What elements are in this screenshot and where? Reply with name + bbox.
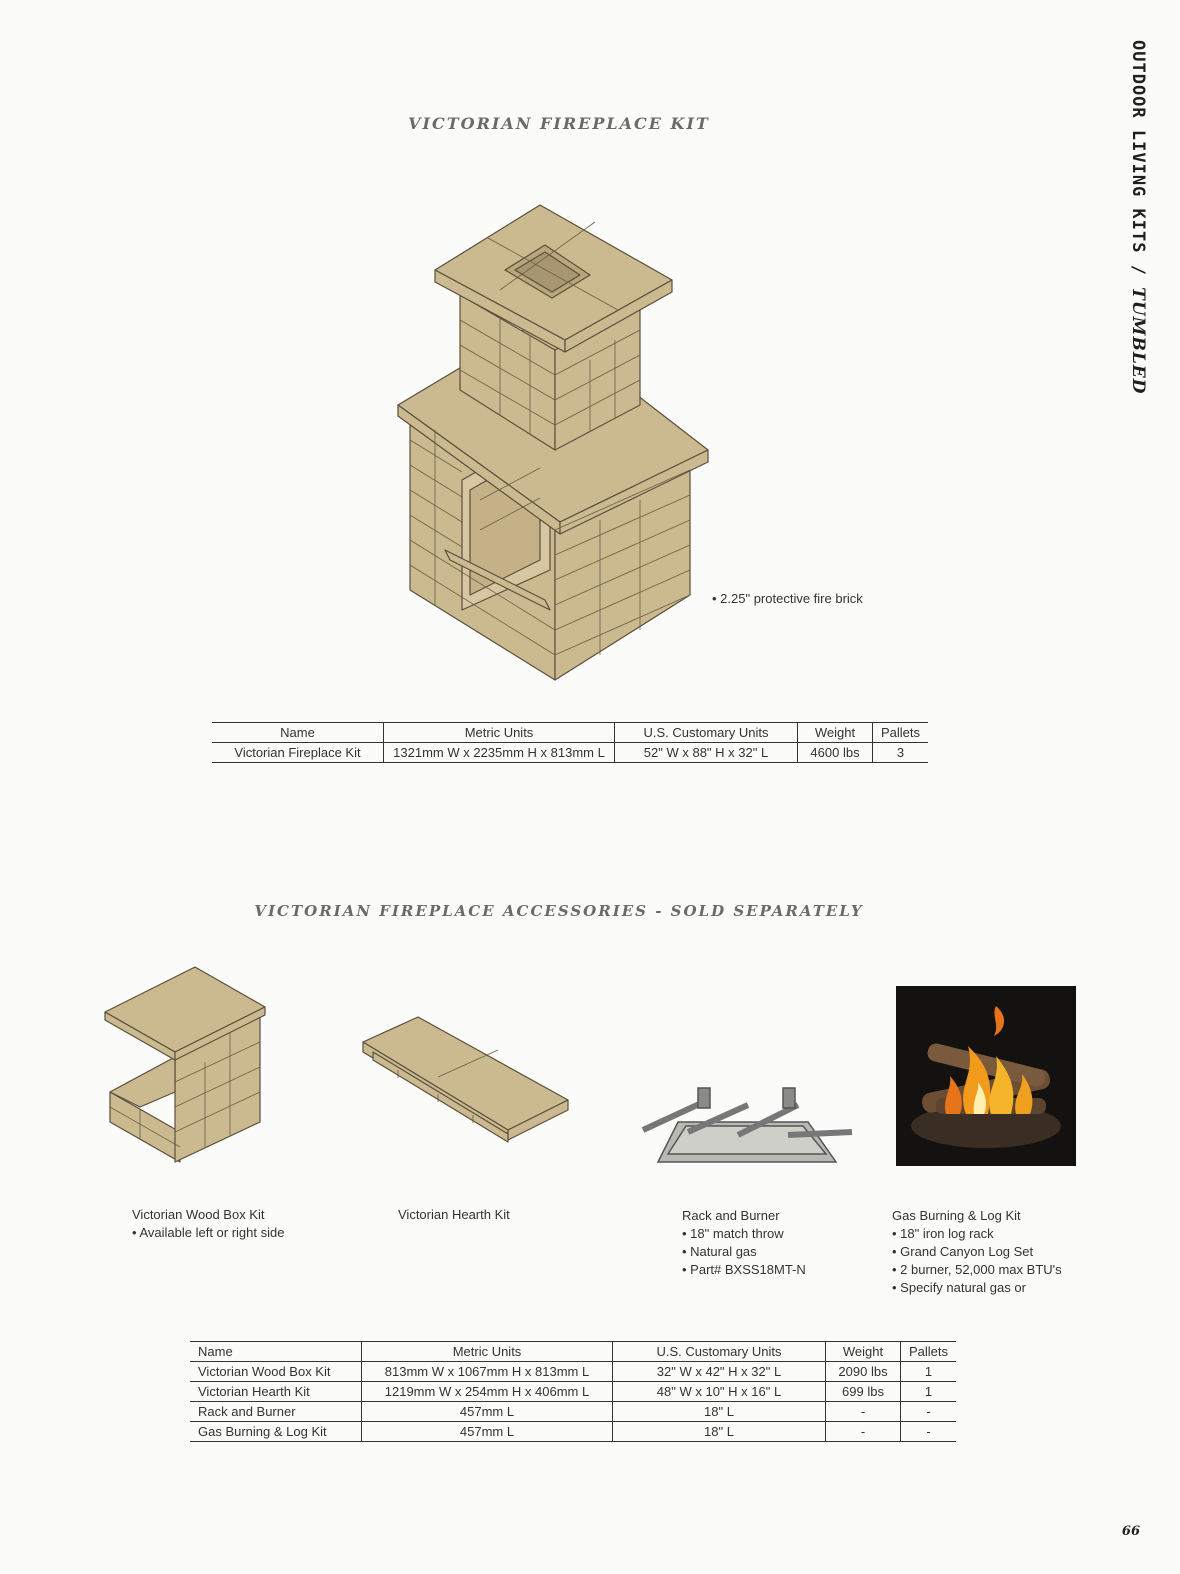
- cell-metric: 457mm L: [362, 1402, 613, 1422]
- cell-us: 32" W x 42" H x 32" L: [613, 1362, 826, 1382]
- table-row: [212, 743, 928, 763]
- cell-metric: 1321mm W x 2235mm H x 813mm L: [384, 743, 615, 763]
- table-row: [190, 1402, 956, 1422]
- rack-burner-illustration: [638, 1080, 856, 1170]
- cell-pallets: -: [901, 1402, 957, 1422]
- accessory-name: Rack and Burner: [682, 1208, 780, 1223]
- accessory-name: Victorian Hearth Kit: [398, 1207, 510, 1222]
- cell-metric: 813mm W x 1067mm H x 813mm L: [362, 1362, 613, 1382]
- accessory-bullet: • Specify natural gas or: [892, 1279, 1062, 1297]
- hearth-illustration: [358, 1012, 573, 1147]
- section-side-tab: [1118, 40, 1158, 400]
- cell-weight: 4600 lbs: [798, 743, 873, 763]
- cell-name: Victorian Fireplace Kit: [234, 745, 361, 760]
- side-tab-sublabel: TUMBLED: [1128, 287, 1148, 395]
- accessory-rack-burner: [682, 1207, 806, 1279]
- side-tab-label: OUTDOOR LIVING KITS /: [1128, 40, 1148, 288]
- fire-brick-note: • 2.25" protective fire brick: [712, 591, 863, 606]
- accessory-bullet: • Grand Canyon Log Set: [892, 1243, 1062, 1261]
- accessory-bullet: • Part# BXSS18MT-N: [682, 1261, 806, 1279]
- table-header-row: [190, 1342, 956, 1362]
- table-row: [190, 1422, 956, 1442]
- accessory-bullet: • 18" iron log rack: [892, 1225, 1062, 1243]
- col-weight: Weight: [798, 723, 873, 743]
- accessory-bullet: • 2 burner, 52,000 max BTU's: [892, 1261, 1062, 1279]
- cell-weight: -: [826, 1402, 901, 1422]
- col-us: U.S. Customary Units: [615, 723, 798, 743]
- accessory-name: Victorian Wood Box Kit: [132, 1207, 265, 1222]
- cell-pallets: 1: [901, 1362, 957, 1382]
- accessory-wood-box: [132, 1206, 284, 1242]
- col-pallets: Pallets: [901, 1342, 957, 1362]
- accessory-hearth: [398, 1206, 510, 1224]
- col-name: Name: [280, 725, 315, 740]
- accessory-name: Gas Burning & Log Kit: [892, 1208, 1021, 1223]
- cell-pallets: -: [901, 1422, 957, 1442]
- cell-name: Gas Burning & Log Kit: [198, 1424, 327, 1439]
- accessory-bullet: • Natural gas: [682, 1243, 806, 1261]
- col-pallets: Pallets: [873, 723, 929, 743]
- cell-us: 52" W x 88" H x 32" L: [615, 743, 798, 763]
- cell-us: 18" L: [613, 1402, 826, 1422]
- cell-us: 18" L: [613, 1422, 826, 1442]
- page-number: 66: [1121, 1524, 1140, 1539]
- gas-log-photo: [896, 986, 1076, 1166]
- wood-box-illustration: [100, 962, 275, 1167]
- cell-weight: 2090 lbs: [826, 1362, 901, 1382]
- accessory-bullet: • Available left or right side: [132, 1224, 284, 1242]
- col-weight: Weight: [826, 1342, 901, 1362]
- cell-name: Victorian Hearth Kit: [198, 1384, 310, 1399]
- cell-metric: 1219mm W x 254mm H x 406mm L: [362, 1382, 613, 1402]
- col-metric: Metric Units: [384, 723, 615, 743]
- cell-weight: -: [826, 1422, 901, 1442]
- fireplace-illustration: [390, 200, 720, 685]
- fire-brick-note-text: 2.25" protective fire brick: [720, 591, 863, 606]
- accessory-gas-log: [892, 1207, 1062, 1297]
- cell-pallets: 1: [901, 1382, 957, 1402]
- cell-name: Victorian Wood Box Kit: [198, 1364, 331, 1379]
- cell-weight: 699 lbs: [826, 1382, 901, 1402]
- cell-name: Rack and Burner: [198, 1404, 296, 1419]
- table-header-row: [212, 723, 928, 743]
- col-name: Name: [198, 1344, 233, 1359]
- kit-title: VICTORIAN FIREPLACE KIT: [408, 114, 710, 133]
- col-us: U.S. Customary Units: [613, 1342, 826, 1362]
- kit-spec-table: [212, 722, 928, 763]
- cell-metric: 457mm L: [362, 1422, 613, 1442]
- cell-pallets: 3: [873, 743, 929, 763]
- table-row: [190, 1362, 956, 1382]
- accessory-bullet: • 18" match throw: [682, 1225, 806, 1243]
- cell-us: 48" W x 10" H x 16" L: [613, 1382, 826, 1402]
- table-row: [190, 1382, 956, 1402]
- col-metric: Metric Units: [362, 1342, 613, 1362]
- accessories-title: VICTORIAN FIREPLACE ACCESSORIES - SOLD SEPARATELY: [254, 902, 864, 920]
- accessories-spec-table: [190, 1341, 956, 1442]
